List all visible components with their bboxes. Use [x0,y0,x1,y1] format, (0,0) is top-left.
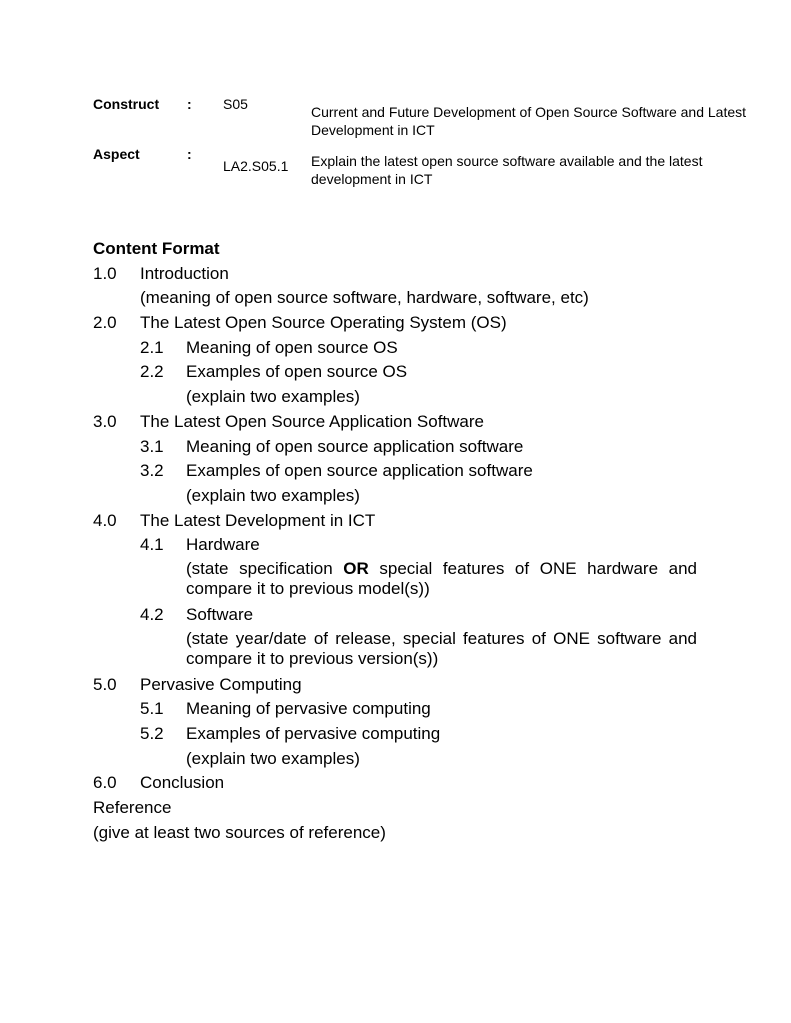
subsection-4-2 [93,603,733,628]
subsection-note: (explain two examples) [186,387,360,407]
construct-colon: : [187,96,192,112]
section-number: 1.0 [93,263,117,283]
section-title: The Latest Development in ICT [140,510,376,530]
subsection-2-2 [93,360,733,385]
section-note: (meaning of open source software, hardware, software, etc) [140,288,589,308]
subsection-number: 3.1 [140,436,164,456]
subsection-3-2 [93,459,733,484]
section-1 [93,262,733,287]
note-text: (state specification [186,558,344,578]
aspect-code: LA2.S05.1 [223,158,289,174]
construct-code: S05 [223,96,248,112]
subsection-title: Examples of open source OS [186,362,408,382]
reference-text: Reference [93,798,172,818]
subsection-number: 2.1 [140,337,164,357]
subsection-number: 5.2 [140,724,164,743]
subsection-5-2-note [93,747,733,772]
subsection-number: 2.2 [140,362,164,382]
subsection-2-1 [93,336,733,361]
subsection-number: 3.2 [140,461,164,481]
section-3 [93,410,733,435]
section-1-note [93,286,733,311]
section-number: 6.0 [93,773,117,793]
subsection-title: Software [186,604,254,624]
construct-label: Construct [93,96,160,112]
content-title-text: Content Format [93,239,220,258]
subsection-3-2-note [93,484,733,509]
subsection-note: (explain two examples) [186,485,360,505]
subsection-title: Hardware [186,535,260,555]
section-number: 5.0 [93,674,117,694]
subsection-3-1 [93,435,733,460]
note-emphasis: OR [343,558,369,578]
reference-note-text: (give at least two sources of reference) [93,822,386,842]
subsection-2-2-note [93,385,733,410]
subsection-4-1 [93,533,733,558]
subsection-4-2-note [93,628,733,673]
section-number: 4.0 [93,510,117,530]
subsection-title: Examples of pervasive computing [186,724,441,743]
content-title [93,237,733,262]
section-title: Introduction [140,263,229,283]
content-format [93,237,733,845]
subsection-number: 5.1 [140,699,164,719]
subsection-5-1 [93,697,733,722]
section-5 [93,673,733,698]
section-title: Pervasive Computing [140,674,302,694]
aspect-label: Aspect [93,146,140,162]
subsection-title: Meaning of open source application software [186,436,524,456]
section-4 [93,509,733,534]
section-title: Conclusion [140,773,225,793]
subsection-title: Meaning of open source OS [186,337,398,357]
section-number: 2.0 [93,313,117,333]
subsection-title: Examples of open source application software [186,461,533,481]
subsection-note [186,559,697,600]
subsection-note: (state year/date of release, special features of ONE software and compare it to previous version(s)) [186,628,697,669]
subsection-number: 4.1 [140,535,164,555]
section-title: The Latest Open Source Application Software [140,411,484,431]
section-6 [93,771,733,796]
aspect-description: Explain the latest open source software available and the latest development in ICT [311,153,703,187]
section-2 [93,311,733,336]
subsection-5-2 [93,722,733,747]
reference-heading [93,796,733,821]
section-title: The Latest Open Source Operating System (OS) [140,313,507,333]
aspect-colon: : [187,146,192,162]
construct-description: Current and Future Development of Open Source Software and Latest Development in ICT [311,104,747,138]
reference-note [93,821,733,846]
subsection-title: Meaning of pervasive computing [186,699,431,719]
subsection-note: (explain two examples) [186,748,360,768]
section-number: 3.0 [93,411,117,431]
subsection-number: 4.2 [140,604,164,624]
note-text: special features of ONE hardware and compare it to previous model(s)) [186,558,698,599]
subsection-4-1-note [93,558,733,603]
